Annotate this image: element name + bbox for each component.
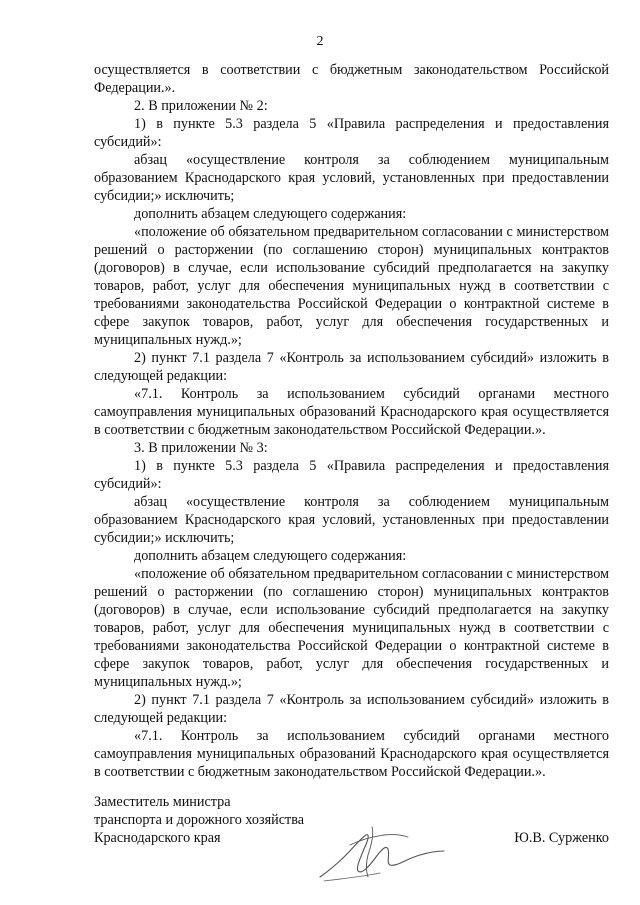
paragraph-5: дополнить абзацем следующего содержания: [134, 206, 407, 222]
paragraph-1: осуществляется в соответствии с бюджетным законодательством Российской Федерации.». [94, 62, 609, 96]
paragraph-15: «7.1. Контроль за использованием субсидий органами местного самоуправления муниципальных образований Краснодарского края осуществляется в соответствии с бюджетным законодательством Российской Федерации.». [94, 728, 609, 780]
paragraph-9: 3. В приложении № 3: [134, 440, 268, 456]
paragraph-12: дополнить абзацем следующего содержания: [134, 548, 407, 564]
paragraph-14: 2) пункт 7.1 раздела 7 «Контроль за использованием субсидий» изложить в следующей редакции: [94, 692, 609, 726]
paragraph-3: 1) в пункте 5.3 раздела 5 «Правила распределения и предоставления субсидий»: [94, 116, 609, 150]
page-number: 2 [316, 34, 324, 49]
signatory-name: Ю.В. Сурженко [514, 830, 609, 846]
paragraph-13: «положение об обязательном предварительном согласовании с министерством решений о расторжении (по соглашению сторон) муниципальных контрактов (договоров) в случае, если использование субсидий предполагается на закупку товаров, работ, услуг для обеспечения муниципальных нужд в соответствии с требованиями законодательства Российской Федерации о контрактной системе в сфере закупок товаров, работ, услуг для обеспечения государственных и муниципальных нужд.»; [94, 566, 609, 690]
signatory-position-line-2: транспорта и дорожного хозяйства [94, 812, 305, 828]
signatory-position-line-1: Заместитель министра [94, 794, 231, 810]
paragraph-6: «положение об обязательном предварительном согласовании с министерством решений о расторжении (по соглашению сторон) муниципальных контрактов (договоров) в случае, если использование субсидий предполагается на закупку товаров, работ, услуг для обеспечения муниципальных нужд в соответствии с требованиями законодательства Российской Федерации о контрактной системе в сфере закупок товаров, работ, услуг для обеспечения государственных и муниципальных нужд.»; [94, 224, 609, 348]
document-body [94, 61, 609, 781]
handwritten-signature [310, 815, 450, 890]
paragraph-7: 2) пункт 7.1 раздела 7 «Контроль за использованием субсидий» изложить в следующей редакции: [94, 350, 609, 384]
paragraph-8: «7.1. Контроль за использованием субсидий органами местного самоуправления муниципальных образований Краснодарского края осуществляется в соответствии с бюджетным законодательством Российской Федерации.». [94, 386, 609, 438]
paragraph-10: 1) в пункте 5.3 раздела 5 «Правила распределения и предоставления субсидий»: [94, 458, 609, 492]
paragraph-11: абзац «осуществление контроля за соблюдением муниципальным образованием Краснодарского края условий, установленных при предоставлении субсидии;» исключить; [94, 494, 609, 546]
signatory-position-line-3: Краснодарского края [94, 830, 221, 846]
paragraph-4: абзац «осуществление контроля за соблюдением муниципальным образованием Краснодарского края условий, установленных при предоставлении субсидии;» исключить; [94, 152, 609, 204]
paragraph-2: 2. В приложении № 2: [134, 98, 268, 114]
